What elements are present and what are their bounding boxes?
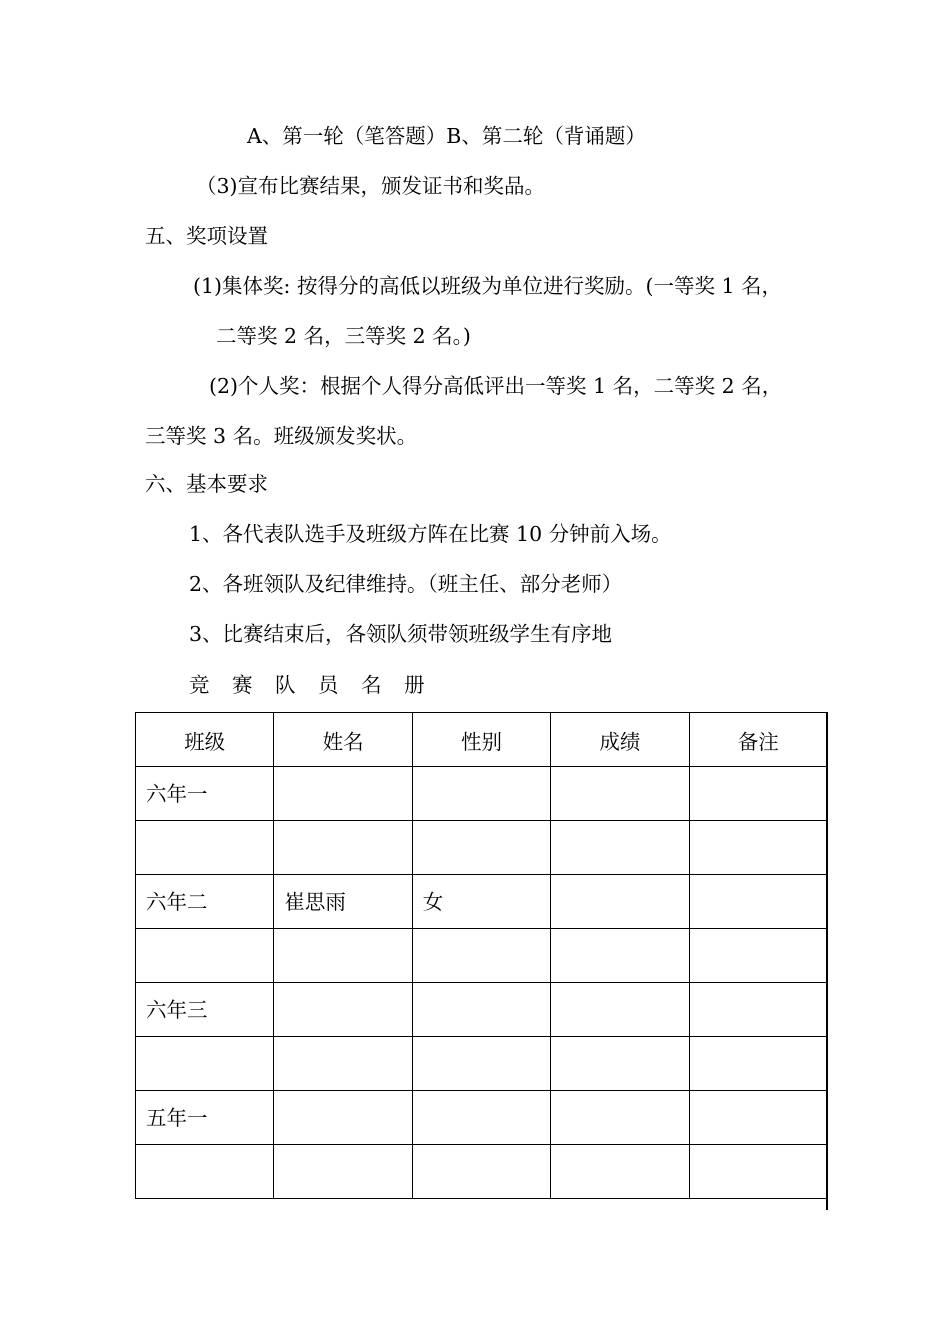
roster-title: 竞 赛 队 员 名 册 [189,673,433,697]
cell-gender [412,767,550,821]
cell-class [136,821,274,875]
cell-name [274,1091,412,1145]
header-score: 成绩 [551,713,689,767]
award-group-line2: 二等奖 2 名，三等奖 2 名。) [216,324,471,348]
requirement-2: 2、各班领队及纪律维持。（班主任、部分老师） [189,572,623,596]
table-row [136,1037,828,1091]
cell-remark [689,1091,827,1145]
cell-name [274,929,412,983]
cell-score [551,1091,689,1145]
roster-header-row [136,713,828,767]
award-individual-line2: 三等奖 3 名。班级颁发奖状。 [145,424,418,448]
cell-gender [412,821,550,875]
cell-gender [412,983,550,1037]
cell-remark [689,1037,827,1091]
cell-gender [412,1145,550,1199]
section5-heading: 五、奖项设置 [145,224,268,248]
result-line: （3)宣布比赛结果，颁发证书和奖品。 [196,174,546,198]
cell-gender [412,929,550,983]
cell-class: 六年三 [136,983,274,1037]
table-row [136,821,828,875]
round-line: A、第一轮（笔答题）B、第二轮（背诵题） [247,124,646,148]
table-outer-border [826,712,828,1210]
cell-score [551,767,689,821]
table-row [136,983,828,1037]
table-row [136,1145,828,1199]
table-row [136,875,828,929]
cell-gender [412,1037,550,1091]
cell-name [274,767,412,821]
cell-remark [689,875,827,929]
cell-score [551,983,689,1037]
cell-remark [689,1145,827,1199]
cell-class [136,1037,274,1091]
header-gender: 性别 [412,713,550,767]
header-name: 姓名 [274,713,412,767]
table-row [136,767,828,821]
cell-name [274,821,412,875]
cell-score [551,1037,689,1091]
award-individual-line1: (2)个人奖：根据个人得分高低评出一等奖 1 名，二等奖 2 名， [209,374,783,398]
table-row [136,929,828,983]
cell-class: 五年一 [136,1091,274,1145]
requirement-1: 1、各代表队选手及班级方阵在比赛 10 分钟前入场。 [189,522,672,546]
cell-class [136,1145,274,1199]
cell-gender: 女 [412,875,550,929]
table-row [136,1091,828,1145]
header-remark: 备注 [689,713,827,767]
cell-name [274,1145,412,1199]
award-group-line1: (1)集体奖: 按得分的高低以班级为单位进行奖励。(一等奖 1 名， [193,274,783,298]
header-class: 班级 [136,713,274,767]
cell-class [136,929,274,983]
cell-remark [689,983,827,1037]
cell-remark [689,767,827,821]
cell-name [274,1037,412,1091]
cell-score [551,875,689,929]
cell-remark [689,929,827,983]
section6-heading: 六、基本要求 [145,472,268,496]
cell-name: 崔思雨 [274,875,412,929]
cell-gender [412,1091,550,1145]
cell-remark [689,821,827,875]
cell-score [551,929,689,983]
cell-class: 六年一 [136,767,274,821]
cell-score [551,1145,689,1199]
cell-name [274,983,412,1037]
requirement-3: 3、比赛结束后，各领队须带领班级学生有序地 [189,622,613,646]
cell-class: 六年二 [136,875,274,929]
roster-table [135,712,828,1199]
cell-score [551,821,689,875]
